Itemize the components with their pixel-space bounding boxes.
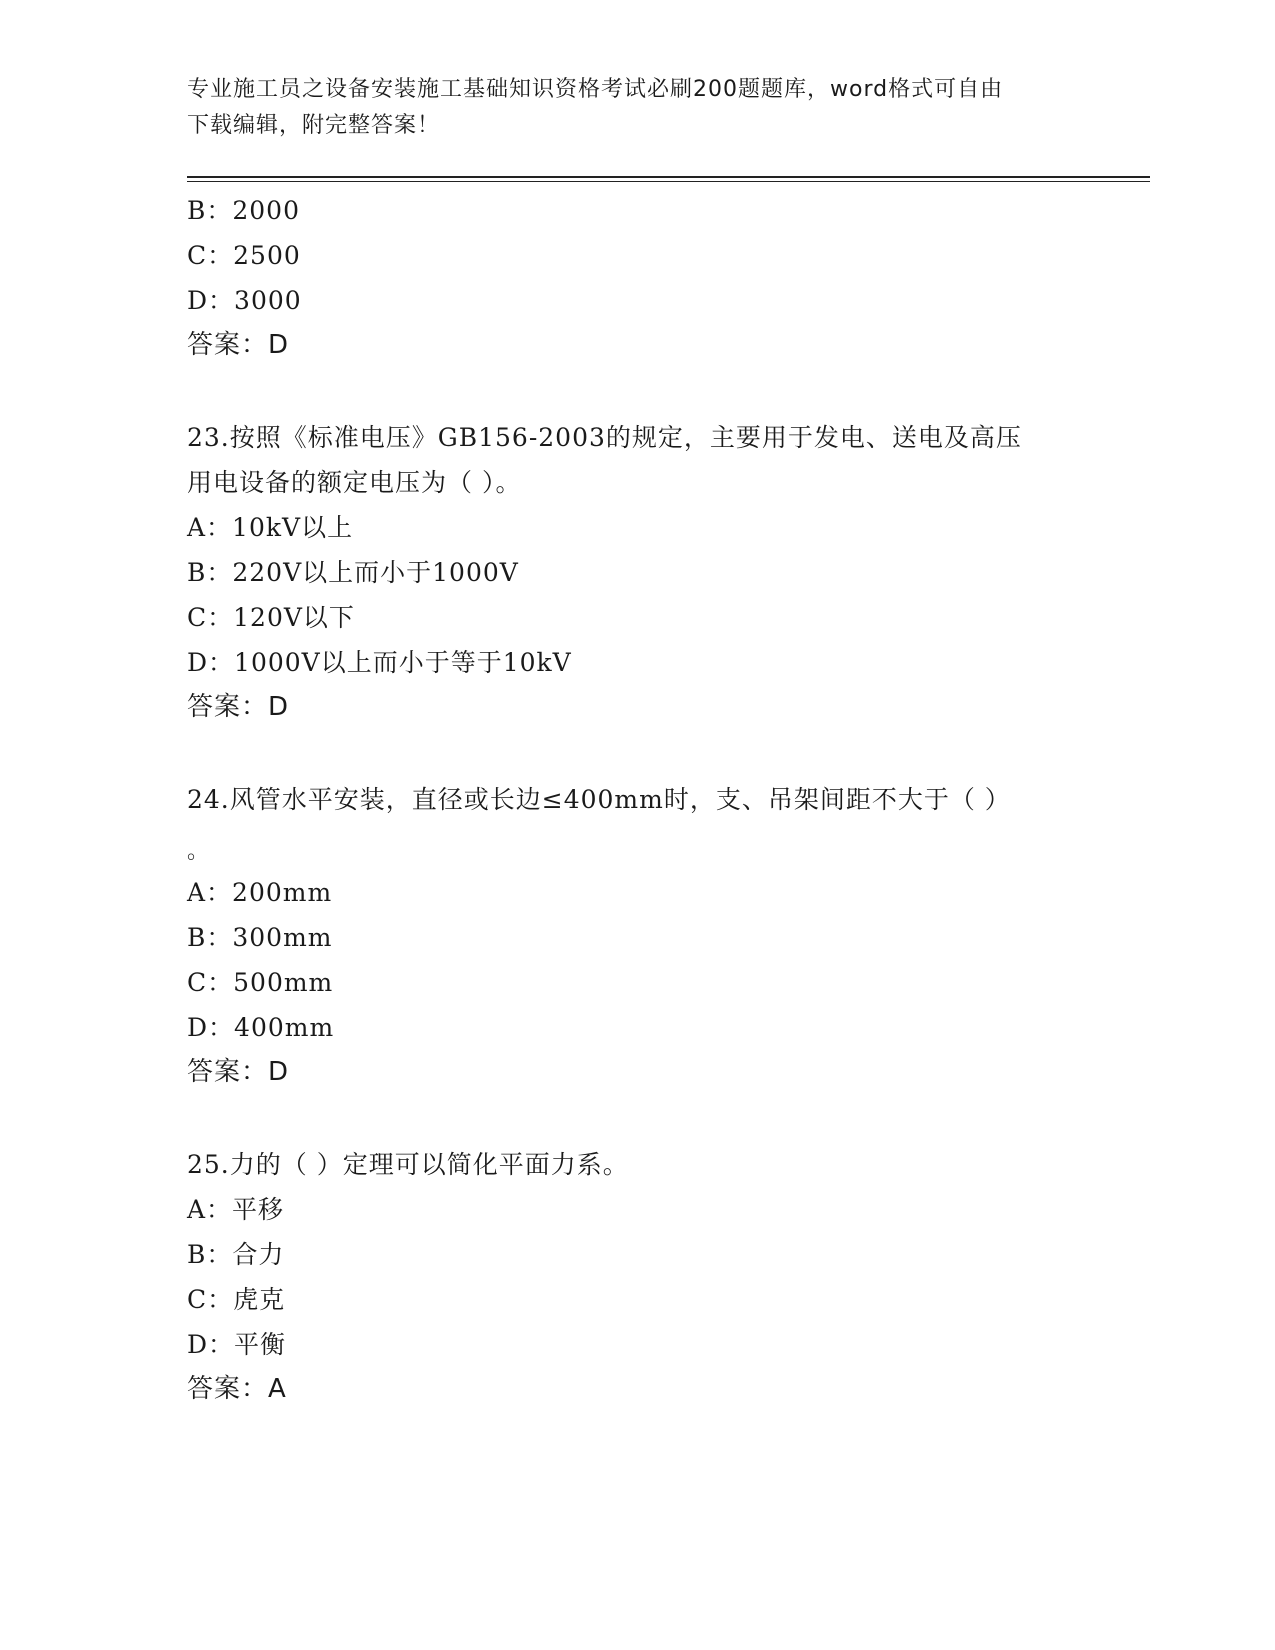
header-line-2: 下载编辑，附完整答案！ [187, 113, 441, 138]
option-b: B：220V以上而小于1000V [187, 558, 519, 587]
question-24 [187, 777, 1087, 1095]
option-b: B：2000 [187, 196, 300, 225]
option-c: C：虎克 [187, 1285, 286, 1314]
question-23 [187, 415, 1087, 730]
option-a: A：平移 [187, 1195, 285, 1224]
question-stem-line-1: 25.力的（ ）定理可以简化平面力系。 [187, 1150, 629, 1179]
answer-line: 答案：D [187, 330, 290, 360]
header-rule-thin [187, 181, 1150, 182]
header-line-1: 专业施工员之设备安装施工基础知识资格考试必刷200题题库，word格式可自由 [187, 77, 1004, 102]
answer-line: 答案：D [187, 1057, 290, 1087]
option-b: B：300mm [187, 923, 333, 952]
question-stem-line-2: 。 [187, 839, 211, 864]
document-header [187, 72, 1067, 144]
spacer [187, 368, 1087, 415]
question-25 [187, 1142, 1087, 1412]
option-a: A：200mm [187, 878, 333, 907]
question-stem-line-1: 23.按照《标准电压》GB156-2003的规定，主要用于发电、送电及高压 [187, 423, 1022, 452]
option-c: C：2500 [187, 241, 301, 270]
option-d: D：3000 [187, 286, 302, 315]
spacer [187, 1095, 1087, 1142]
option-d: D：1000V以上而小于等于10kV [187, 648, 572, 677]
option-a: A：10kV以上 [187, 513, 354, 542]
question-22-tail [187, 188, 1087, 368]
answer-line: 答案：A [187, 1374, 287, 1404]
answer-line: 答案：D [187, 692, 290, 722]
spacer [187, 730, 1087, 777]
question-stem-line-2: 用电设备的额定电压为（ ）。 [187, 468, 522, 497]
question-stem-line-1: 24.风管水平安装，直径或长边≤400mm时，支、吊架间距不大于（ ） [187, 785, 1011, 814]
header-rule-thick [187, 176, 1150, 178]
document-body [187, 188, 1087, 1412]
option-b: B：合力 [187, 1240, 285, 1269]
option-c: C：500mm [187, 968, 334, 997]
option-d: D：平衡 [187, 1330, 287, 1359]
option-c: C：120V以下 [187, 603, 355, 632]
option-d: D：400mm [187, 1013, 335, 1042]
